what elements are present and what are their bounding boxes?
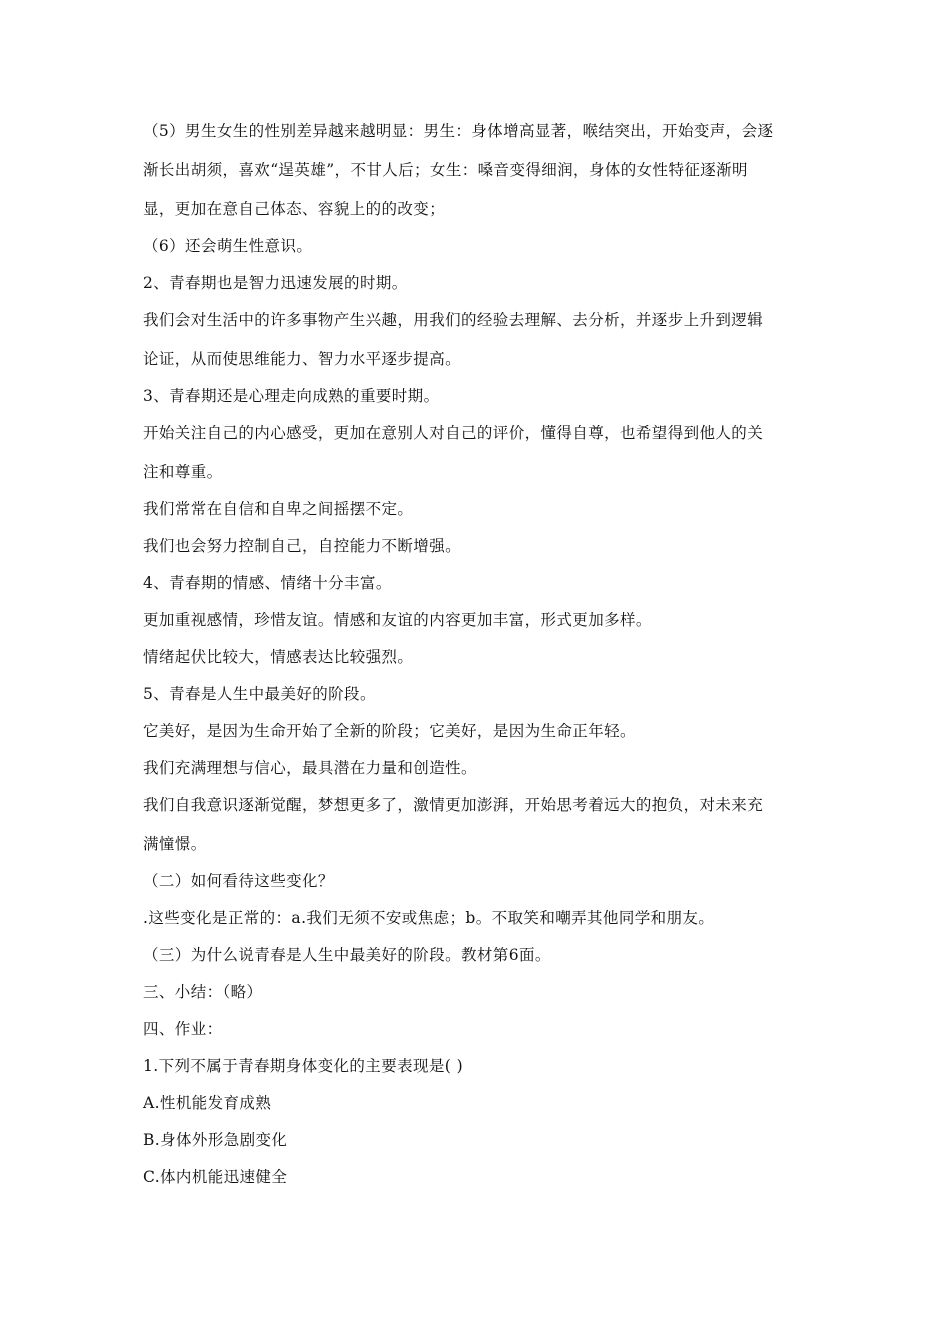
text-line: 开始关注自己的内心感受，更加在意别人对自己的评价，懂得自尊，也希望得到他人的关 bbox=[143, 424, 764, 442]
section-heading: 3、青春期还是心理走向成熟的重要时期。 bbox=[143, 387, 440, 405]
section-heading: 5、青春是人生中最美好的阶段。 bbox=[143, 685, 376, 703]
answer-option: B.身体外形急剧变化 bbox=[143, 1131, 288, 1149]
section-heading: 2、青春期也是智力迅速发展的时期。 bbox=[143, 274, 408, 292]
text-line: 我们也会努力控制自己，自控能力不断增强。 bbox=[143, 537, 462, 555]
text-line: 我们自我意识逐渐觉醒，梦想更多了，激情更加澎湃，开始思考着远大的抱负，对未来充 bbox=[143, 796, 764, 814]
text-line: 我们常常在自信和自卑之间摇摆不定。 bbox=[143, 500, 414, 518]
text-line: 渐长出胡须，喜欢“逞英雄”，不甘人后；女生：嗓音变得细润，身体的女性特征逐渐明 bbox=[143, 161, 748, 179]
section-heading: 三、小结：（略） bbox=[143, 983, 263, 1001]
text-line: 情绪起伏比较大，情感表达比较强烈。 bbox=[143, 648, 414, 666]
text-line: 注和尊重。 bbox=[143, 463, 223, 481]
text-line: 我们会对生活中的许多事物产生兴趣，用我们的经验去理解、去分析，并逐步上升到逻辑 bbox=[143, 311, 764, 329]
text-line: （5）男生女生的性别差异越来越明显：男生：身体增高显著，喉结突出，开始变声，会逐 bbox=[143, 122, 774, 140]
text-line: 我们充满理想与信心，最具潜在力量和创造性。 bbox=[143, 759, 477, 777]
section-heading: （三）为什么说青春是人生中最美好的阶段。教材第6面。 bbox=[143, 946, 551, 964]
section-heading: 四、作业： bbox=[143, 1020, 223, 1038]
section-heading: （二）如何看待这些变化？ bbox=[143, 872, 334, 890]
text-line: 显，更加在意自己体态、容貌上的的改变； bbox=[143, 200, 446, 218]
answer-option: C.体内机能迅速健全 bbox=[143, 1168, 288, 1186]
answer-option: A.性机能发育成熟 bbox=[143, 1094, 272, 1112]
text-line: （6）还会萌生性意识。 bbox=[143, 237, 313, 255]
text-line: 满憧憬。 bbox=[143, 835, 207, 853]
text-line: 它美好，是因为生命开始了全新的阶段；它美好，是因为生命正年轻。 bbox=[143, 722, 636, 740]
text-line: 更加重视感情，珍惜友谊。情感和友谊的内容更加丰富，形式更加多样。 bbox=[143, 611, 652, 629]
question-stem: 1.下列不属于青春期身体变化的主要表现是( ) bbox=[143, 1057, 464, 1075]
document-body bbox=[143, 120, 823, 1188]
text-line: .这些变化是正常的：a.我们无须不安或焦虑；b。不取笑和嘲弄其他同学和朋友。 bbox=[143, 909, 715, 927]
section-heading: 4、青春期的情感、情绪十分丰富。 bbox=[143, 574, 392, 592]
text-line: 论证，从而使思维能力、智力水平逐步提高。 bbox=[143, 350, 462, 368]
